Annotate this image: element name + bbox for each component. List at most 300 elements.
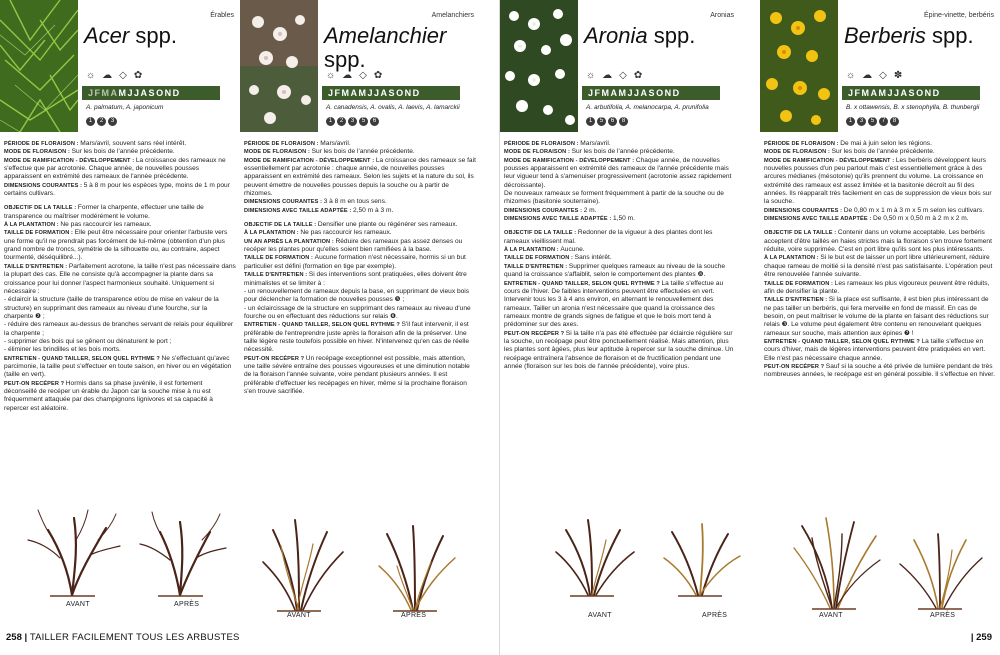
- plant-header: [842, 0, 998, 132]
- field-text: Sur les bois de l'année précédente.: [831, 148, 935, 156]
- caption-before: AVANT: [287, 612, 311, 619]
- flower-icon: ✿: [633, 70, 643, 81]
- plant-description: [504, 140, 736, 371]
- month-letter: J: [374, 88, 381, 98]
- description-paragraph: [244, 288, 476, 305]
- field-label: OBJECTIF DE LA TAILLE :: [244, 222, 318, 229]
- field-label: TAILLE D'ENTRETIEN :: [504, 263, 569, 270]
- field-label: TAILLE D'ENTRETIEN :: [4, 263, 69, 270]
- common-name: Érables: [210, 12, 234, 19]
- field-text: - éclaircir la structure (taille de transparence et/ou de mise en valeur de la structure) en supprimant des rameaux au niveau d'une fourche, sur la charpente ❷ ;: [4, 296, 219, 320]
- month-letter: O: [656, 88, 665, 98]
- month-letter: O: [396, 88, 405, 98]
- technique-badge: 3: [348, 117, 357, 126]
- species-list: A. palmatum, A. japonicum: [86, 104, 164, 111]
- field-label: ENTRETIEN - QUAND TAILLER, SELON QUEL RYTHME ?: [504, 280, 662, 287]
- field-text: 2,50 m à 3 m.: [352, 206, 394, 214]
- sun-icon: ☼: [86, 70, 96, 81]
- month-letter: S: [388, 88, 397, 98]
- field-text: 3 à 8 m en tous sens.: [323, 198, 387, 206]
- field-text: Elle peut être nécessaire pour orienter l'arbuste vers une forme qu'il ne prendrait pas forcément de lui-même (obtention d'un plus grand nombre de troncs, symétrie de la silhouette ou, au contraire, aspect tourmenté, déséquilibré...).: [4, 229, 228, 262]
- field-label: ENTRETIEN - QUAND TAILLER, SELON QUEL RYTHME ?: [4, 355, 162, 362]
- shrub-after-drawing: [379, 526, 455, 610]
- field-text: Aucune formation n'est nécessaire, hormis si un but particulier est défini (formation en tige par exemple).: [244, 254, 466, 270]
- month-letter: D: [172, 88, 181, 98]
- field-text: Les berbéris développent leurs nouvelles pousses d'un peu partout mais c'est essentiellement grâce à des arcures médianes (mésotonie) qu'ils prennent du volume. La croissance en extrémité des rameaux est assez limitée et la basitonie décroît au fil des années. Ils réapparaît très facilement en cas de suppression de vieux bois sur la souche.: [764, 156, 992, 206]
- sun-icon: ☼: [586, 70, 596, 81]
- field-label: MODE DE FLORAISON :: [4, 149, 72, 156]
- field-label: MODE DE RAMIFICATION - DÉVELOPPEMENT :: [504, 157, 636, 164]
- common-name: Amelanchiers: [431, 12, 474, 19]
- field-text: Si la taille n'a pas été effectuée par éclaircie régulière sur la souche, un recépage peut être ponctuellement réalisé. Mais attention, plus les plantes sont âgées, plus leur aptitude à repercer sur la souche diminue. Un recépage entraînera l'absence de floraison et de fructification pendant une année (floraison sur les bois de l'année précédente), voire plus.: [504, 329, 734, 370]
- description-paragraph: [764, 254, 996, 279]
- field-label: À LA PLANTATION :: [244, 230, 301, 237]
- technique-badge: 3: [857, 117, 866, 126]
- technique-badge: 1: [86, 117, 95, 126]
- month-letter: D: [672, 88, 681, 98]
- technique-badge: 1: [326, 117, 335, 126]
- footer-separator: |: [24, 632, 30, 643]
- field-label: PÉRIODE DE FLORAISON :: [504, 141, 581, 147]
- plant-photo: [760, 0, 838, 132]
- technique-badge: 5: [359, 117, 368, 126]
- plant-photo-berberis-flowers: [760, 0, 838, 132]
- shrub-before-drawing: [556, 520, 634, 595]
- drop-icon: ◇: [619, 70, 627, 81]
- month-letter: J: [328, 88, 335, 98]
- description-paragraph: [4, 263, 236, 296]
- field-text: Ne s'effectuant qu'avec parcimonie, la taille peut s'effectuer en toute saison, en hiver ou en végétation (taille en vert).: [4, 354, 232, 379]
- field-label: MODE DE RAMIFICATION - DÉVELOPPEMENT :: [764, 157, 896, 164]
- description-paragraph: [504, 140, 736, 148]
- description-paragraph: [4, 355, 236, 380]
- field-text: La taille s'effectue en cours d'hiver, mais de légères interventions peuvent être pratiquées en vert. Elle n'est pas nécessaire chaque année.: [764, 337, 986, 362]
- field-text: Sur les bois de l'année précédente.: [311, 148, 415, 156]
- species-list: B. x ottawensis, B. x stenophylla, B. thunbergii: [846, 104, 980, 111]
- field-label: MODE DE RAMIFICATION - DÉVELOPPEMENT :: [244, 157, 376, 164]
- sun-icon: ☼: [846, 70, 856, 81]
- field-text: Ne pas raccourcir les rameaux.: [60, 221, 152, 229]
- month-letter: A: [640, 88, 649, 98]
- month-letter: M: [118, 88, 128, 98]
- description-paragraph: [244, 229, 476, 237]
- exposure-icons: [326, 70, 382, 82]
- description-paragraph: [4, 296, 236, 321]
- technique-badge: 6: [370, 117, 379, 126]
- field-text: Parfaitement acrotone, la taille n'est pas nécessaire dans la plupart des cas. Elle ne consiste qu'à accompagner la plante dans sa croissance pour lui donner l'aspect harmonieux souhaité. Uniquement si nécessaire :: [4, 262, 236, 295]
- drop-icon: ◇: [359, 70, 367, 81]
- description-paragraph: [4, 204, 236, 221]
- field-text: Aucune.: [560, 246, 585, 254]
- description-paragraph: [764, 229, 996, 254]
- field-label: PEUT-ON RECÉPER ?: [764, 363, 826, 370]
- description-paragraph: [4, 321, 236, 338]
- month-letter: N: [164, 88, 173, 98]
- field-label: PEUT-ON RECÉPER ?: [244, 355, 306, 362]
- page-number: 258: [6, 632, 22, 643]
- field-label: PEUT-ON RECÉPER ?: [504, 330, 566, 337]
- technique-badges: [326, 117, 379, 126]
- month-letter: M: [101, 88, 111, 98]
- field-text: De nouveaux rameaux se forment fréquemment à partir de la souche ou de rhizomes (basitonie souterraine).: [504, 190, 724, 206]
- field-label: TAILLE DE FORMATION :: [764, 280, 835, 287]
- field-label: ENTRETIEN - QUAND TAILLER, SELON QUEL RYTHME ?: [244, 322, 402, 329]
- technique-badge: 5: [597, 117, 606, 126]
- description-paragraph: [504, 157, 736, 190]
- month-letter: O: [916, 88, 925, 98]
- month-letter: A: [610, 88, 619, 98]
- field-label: DIMENSIONS AVEC TAILLE ADAPTÉE :: [764, 216, 873, 223]
- field-text: De mai à juin selon les régions.: [840, 140, 932, 147]
- plant-photo-aronia-flowers: [500, 0, 578, 132]
- description-paragraph: [504, 280, 736, 330]
- month-letter: O: [156, 88, 165, 98]
- sun-icon: ☼: [326, 70, 336, 81]
- caption-before: AVANT: [66, 601, 90, 608]
- description-paragraph: [244, 157, 476, 199]
- description-paragraph: [244, 254, 476, 271]
- spp-suffix: spp.: [324, 47, 366, 72]
- description-paragraph: [4, 182, 236, 199]
- description-paragraph: [764, 296, 996, 338]
- field-text: Ne pas raccourcir les rameaux.: [300, 229, 392, 237]
- flowering-months-bar: [82, 86, 220, 100]
- description-paragraph: [504, 207, 736, 215]
- month-letter: J: [634, 88, 641, 98]
- plant-description: [764, 140, 996, 380]
- technique-badge: 7: [879, 117, 888, 126]
- partial-shade-icon: ☁: [862, 70, 873, 81]
- description-paragraph: [244, 140, 476, 148]
- spp-suffix: spp.: [135, 23, 177, 48]
- field-text: Sur les bois de l'année précédente.: [71, 148, 175, 156]
- description-paragraph: [244, 321, 476, 354]
- month-letter: M: [618, 88, 628, 98]
- flower-icon: ✿: [133, 70, 143, 81]
- field-text: Mars/avril, souvent sans réel intérêt.: [80, 140, 187, 147]
- field-text: 5 à 8 m pour les espèces type, moins de 1 m pour certains cultivars.: [4, 181, 230, 198]
- description-paragraph: [244, 207, 476, 215]
- description-paragraph: [244, 238, 476, 255]
- genus-name: Acer: [84, 23, 130, 48]
- technique-badge: 3: [108, 117, 117, 126]
- field-label: DIMENSIONS COURANTES :: [504, 207, 584, 214]
- field-label: OBJECTIF DE LA TAILLE :: [764, 230, 838, 237]
- field-label: DIMENSIONS COURANTES :: [764, 207, 844, 214]
- month-letter: A: [140, 88, 149, 98]
- pruning-illustration-berberis: [790, 500, 990, 625]
- caption-after: APRÈS: [930, 612, 956, 619]
- field-label: PÉRIODE DE FLORAISON :: [4, 141, 81, 147]
- description-paragraph: [244, 355, 476, 397]
- month-letter: J: [627, 88, 635, 98]
- flowering-months-bar: [842, 86, 980, 100]
- description-paragraph: [504, 229, 736, 246]
- field-label: TAILLE D'ENTRETIEN :: [764, 297, 829, 304]
- month-letter: A: [110, 88, 119, 98]
- field-label: PÉRIODE DE FLORAISON :: [244, 141, 321, 147]
- latin-name: [584, 24, 695, 48]
- pruning-illustration-aronia: [550, 500, 750, 625]
- drop-icon: ◇: [879, 70, 887, 81]
- month-letter: S: [148, 88, 157, 98]
- flowering-months-bar: [322, 86, 460, 100]
- field-text: - éliminer les brindilles et les bois morts.: [4, 346, 121, 354]
- shrub-after-drawing: [664, 524, 740, 595]
- plant-photo: [500, 0, 578, 132]
- field-text: Redonner de la vigueur à des plantes dont les rameaux vieillissent mal.: [504, 229, 713, 245]
- field-label: OBJECTIF DE LA TAILLE :: [4, 205, 78, 212]
- caption-after: APRÈS: [702, 612, 728, 619]
- partial-shade-icon: ☁: [602, 70, 613, 81]
- genus-name: Berberis: [844, 23, 926, 48]
- month-letter: S: [908, 88, 917, 98]
- field-text: Sauf si la souche a été privée de lumière pendant de très nombreuses années, le recépage est en général possible. Il s'effectue en hiver.: [764, 362, 995, 379]
- field-text: De 0,50 m x 0,50 m à 2 m x 2 m.: [872, 215, 969, 223]
- latin-name: [324, 24, 446, 72]
- field-text: La croissance des rameaux ne s'effectue que par acrotonie. Chaque année, de nouvelles pousses apparaissent en extrémité des rameaux de l'année précédente.: [4, 156, 226, 181]
- field-label: MODE DE RAMIFICATION - DÉVELOPPEMENT :: [4, 157, 136, 164]
- technique-badge: 6: [608, 117, 617, 126]
- plant-photo: [0, 0, 78, 132]
- caption-after: APRÈS: [174, 601, 200, 608]
- field-label: TAILLE D'ENTRETIEN :: [244, 272, 309, 279]
- caption-before: AVANT: [819, 612, 843, 619]
- field-text: Hormis dans sa phase juvénile, il est fortement déconseillé de recéper un érable du Japon car la souche mise à nu est fréquemment attaquée par des champignons lignivores et sa capacité à repercer est aléatoire.: [4, 379, 213, 412]
- field-label: MODE DE FLORAISON :: [504, 149, 572, 156]
- description-paragraph: [504, 215, 736, 223]
- description-paragraph: [504, 254, 736, 262]
- field-label: DIMENSIONS COURANTES :: [4, 182, 84, 189]
- field-text: - un renouvellement de rameaux depuis la base, en supprimant de vieux bois pour déclencher la formation de nouvelles pousses ❺ ;: [244, 287, 470, 304]
- partial-shade-icon: ☁: [342, 70, 353, 81]
- technique-badge: 8: [890, 117, 899, 126]
- description-paragraph: [4, 157, 236, 182]
- description-paragraph: [504, 148, 736, 156]
- month-letter: J: [88, 88, 95, 98]
- month-letter: J: [887, 88, 895, 98]
- technique-badges: [586, 117, 628, 126]
- description-paragraph: [764, 280, 996, 297]
- field-text: - supprimer des bois qui se gênent ou dénaturent le port ;: [4, 337, 172, 345]
- field-label: DIMENSIONS AVEC TAILLE ADAPTÉE :: [244, 207, 353, 214]
- field-text: - réduire des rameaux au-dessus de branches servant de relais pour équilibrer la charpente ;: [4, 321, 234, 337]
- month-letter: M: [601, 88, 611, 98]
- field-label: MODE DE FLORAISON :: [244, 149, 312, 156]
- genus-name: Aronia: [584, 23, 648, 48]
- month-letter: D: [412, 88, 421, 98]
- month-letter: J: [127, 88, 135, 98]
- month-letter: A: [350, 88, 359, 98]
- genus-name: Amelanchier: [324, 23, 447, 48]
- month-letter: D: [932, 88, 941, 98]
- field-label: TAILLE DE FORMATION :: [244, 255, 315, 262]
- drop-icon: ◇: [119, 70, 127, 81]
- field-label: TAILLE DE FORMATION :: [4, 230, 75, 237]
- common-name: Aronias: [710, 12, 734, 19]
- footer-separator: |: [970, 632, 977, 643]
- field-text: Contenir dans un volume acceptable. Les berbéris acceptent d'être taillés en haies strictes mais la floraison s'en trouve fortement réduite, voire supprimée. C'est en port libre qu'ils sont les plus intéressants.: [764, 229, 992, 254]
- field-label: PÉRIODE DE FLORAISON :: [764, 141, 841, 147]
- description-paragraph: [4, 338, 236, 346]
- description-paragraph: [244, 221, 476, 229]
- technique-badge: 1: [846, 117, 855, 126]
- field-text: Supprimer quelques rameaux au niveau de la souche quand la croissance s'affaiblit, selon le comportement des plantes ❽.: [504, 262, 726, 279]
- month-letter: A: [870, 88, 879, 98]
- field-text: 2 m.: [583, 206, 597, 214]
- month-letter: S: [648, 88, 657, 98]
- exposure-icons: [586, 70, 642, 82]
- field-text: La taille s'effectue au cours de l'hiver. De faibles interventions peuvent être effectuées en vert. Intervenir tous les 3 à 4 ans environ, en alternant le renouvellement des rameaux. Tailler un aronia n'est nécessaire que quand la croissance des rameaux montre de grands signes de fatigue et que le bois mort tend à prédominer sur des axes.: [504, 279, 724, 329]
- plant-description: [4, 140, 236, 413]
- shrub-before-drawing: [794, 518, 880, 608]
- month-letter: A: [900, 88, 909, 98]
- technique-badge: 1: [586, 117, 595, 126]
- month-letter: M: [861, 88, 871, 98]
- field-text: Chaque année, de nouvelles pousses apparaissent en extrémité des rameaux de l'année précédente mais leur vigueur tend à s'amenuiser progressivement (acrotonie assez rapidement décroissante).: [504, 156, 732, 189]
- technique-badge: 2: [97, 117, 106, 126]
- month-letter: M: [878, 88, 888, 98]
- caption-before: AVANT: [588, 612, 612, 619]
- field-text: Sur les bois de l'année précédente.: [571, 148, 675, 156]
- description-paragraph: [504, 330, 736, 372]
- plant-header: [322, 0, 478, 132]
- field-text: Si le but est de laisser un port libre ultérieurement, réduire chaque rameau de moitié si la densité n'est pas satisfaisante. L'opération peut être renouvelée l'année suivante.: [764, 254, 993, 279]
- field-label: MODE DE FLORAISON :: [764, 149, 832, 156]
- field-text: Sans intérêt.: [574, 254, 612, 262]
- description-paragraph: [764, 338, 996, 363]
- page-footer-left: [6, 632, 240, 643]
- technique-badge: 2: [337, 117, 346, 126]
- month-letter: F: [334, 88, 342, 98]
- bee-icon: ✽: [893, 70, 903, 81]
- description-paragraph: [764, 148, 996, 156]
- field-label: TAILLE DE FORMATION :: [504, 255, 575, 262]
- shrub-before-drawing: [263, 520, 343, 610]
- month-letter: N: [404, 88, 413, 98]
- common-name: Épine-vinette, berbéris: [923, 12, 994, 19]
- field-label: PEUT-ON RECÉPER ?: [4, 380, 66, 387]
- field-text: Un recépage exceptionnel est possible, mais attention, une taille sévère entraîne des pousses vigoureuses et une diminution notable de la floraison l'année suivante, voire pendant plusieurs années. Il est préférable d'effectuer les recépages en hiver, même si la prochaine floraison s'en trouve sacrifiée.: [244, 354, 470, 395]
- description-paragraph: [4, 140, 236, 148]
- field-label: OBJECTIF DE LA TAILLE :: [504, 230, 578, 237]
- month-letter: J: [367, 88, 375, 98]
- field-text: Mars/avril.: [320, 140, 351, 147]
- species-list: A. arbutifolia, A. melanocarpa, A. prunifolia: [586, 104, 709, 111]
- field-text: S'il faut intervenir, il est préférable de l'entreprendre juste après la floraison afin de la préserver. Une taille légère reste toutefois possible en hiver. N'intervenez qu'en cas de réelle nécessité.: [244, 321, 470, 354]
- month-letter: J: [894, 88, 901, 98]
- month-letter: A: [380, 88, 389, 98]
- plant-header: [582, 0, 738, 132]
- right-page: [500, 0, 1000, 655]
- shrub-after-drawing: [140, 512, 226, 595]
- month-letter: F: [94, 88, 102, 98]
- month-letter: F: [854, 88, 862, 98]
- plant-header: [82, 0, 238, 132]
- month-letter: M: [341, 88, 351, 98]
- month-letter: M: [358, 88, 368, 98]
- spp-suffix: spp.: [653, 23, 696, 48]
- field-text: Former la charpente, effectuer une taille de transparence ou maîtriser modérément le volume.: [4, 204, 204, 220]
- shrub-before-drawing: [28, 510, 120, 595]
- shrub-after-drawing: [900, 534, 982, 608]
- page-number: 259: [976, 632, 992, 643]
- month-letter: J: [588, 88, 595, 98]
- description-paragraph: [4, 221, 236, 229]
- field-text: Densifier une plante ou régénérer ses rameaux.: [317, 221, 458, 229]
- field-text: Si des interventions sont pratiquées, elles doivent être minimalistes et se limiter à :: [244, 271, 467, 287]
- field-label: DIMENSIONS COURANTES :: [244, 199, 324, 206]
- description-paragraph: [504, 263, 736, 280]
- description-paragraph: [244, 198, 476, 206]
- description-paragraph: [4, 380, 236, 413]
- month-letter: F: [594, 88, 602, 98]
- exposure-icons: [86, 70, 142, 82]
- description-paragraph: [4, 229, 236, 262]
- field-text: Si la place est suffisante, il est bien plus intéressant de ne pas tailler un berbéris, qui fera merveille en fond de massif. En cas de besoin, on peut maîtriser le volume de la plante en faisant des réductions sur relais ❸. Le volume peut également être contenu en renouvelant quelques rameaux sur souche, mais attention aux épines ❼ !: [764, 296, 989, 337]
- pruning-illustration-amelanchier: [255, 500, 470, 625]
- field-text: Les rameaux les plus vigoureux peuvent être réduits, afin de densifier la plante.: [764, 279, 990, 295]
- technique-badge: 5: [868, 117, 877, 126]
- description-paragraph: [764, 207, 996, 215]
- field-text: - un éclaircissage de la structure en supprimant des rameaux au niveau d'une fourche ou en effectuant des réductions sur relais ❻.: [244, 304, 471, 320]
- field-text: La croissance des rameaux se fait essentiellement par acrotonie : chaque année, de nouvelles pousses apparaissent en extrémité des rameaux. Selon les sujets et la nature du sol, ils peuvent émettre de nouvelles pousses depuis la souche ou à partir de rhizomes.: [244, 156, 476, 198]
- field-label: DIMENSIONS AVEC TAILLE ADAPTÉE :: [504, 216, 613, 223]
- description-paragraph: [244, 305, 476, 322]
- month-letter: N: [924, 88, 933, 98]
- page-footer-right: [971, 632, 992, 643]
- exposure-icons: [846, 70, 902, 82]
- spp-suffix: spp.: [932, 23, 974, 48]
- latin-name: [84, 24, 177, 48]
- running-title: TAILLER FACILEMENT TOUS LES ARBUSTES: [29, 632, 240, 643]
- field-text: Mars/avril.: [580, 140, 611, 147]
- latin-name: [844, 24, 974, 48]
- technique-badges: [86, 117, 117, 126]
- month-letter: J: [848, 88, 855, 98]
- field-label: À LA PLANTATION :: [504, 247, 561, 254]
- partial-shade-icon: ☁: [102, 70, 113, 81]
- description-paragraph: [764, 363, 996, 380]
- technique-badge: 8: [619, 117, 628, 126]
- species-list: A. canadensis, A. ovalis, A. laevis, A. lamarckii: [326, 104, 460, 111]
- plant-description: [244, 140, 476, 396]
- field-text: 1,50 m.: [612, 215, 635, 223]
- technique-badges: [846, 117, 899, 126]
- flower-icon: ✿: [373, 70, 383, 81]
- field-label: À LA PLANTATION :: [4, 222, 61, 229]
- field-label: À LA PLANTATION :: [764, 255, 821, 262]
- description-paragraph: [244, 271, 476, 288]
- description-paragraph: [4, 148, 236, 156]
- field-label: UN AN APRÈS LA PLANTATION :: [244, 238, 336, 245]
- flowering-months-bar: [582, 86, 720, 100]
- description-paragraph: [244, 148, 476, 156]
- caption-after: APRÈS: [401, 612, 427, 619]
- description-paragraph: [764, 215, 996, 223]
- description-paragraph: [764, 157, 996, 207]
- plant-photo-acer-foliage: [0, 0, 78, 132]
- field-text: Réduire des rameaux pas assez denses ou recéper les plantes pour qu'elles soient bien ramifiées à la base.: [244, 237, 463, 254]
- plant-photo: [240, 0, 318, 132]
- description-paragraph: [764, 140, 996, 148]
- description-paragraph: [504, 190, 736, 207]
- plant-photo-amelanchier-flowers: [240, 0, 318, 132]
- description-paragraph: [4, 346, 236, 354]
- field-label: ENTRETIEN - QUAND TAILLER, SELON QUEL RYTHME ?: [764, 338, 922, 345]
- month-letter: J: [134, 88, 141, 98]
- description-paragraph: [504, 246, 736, 254]
